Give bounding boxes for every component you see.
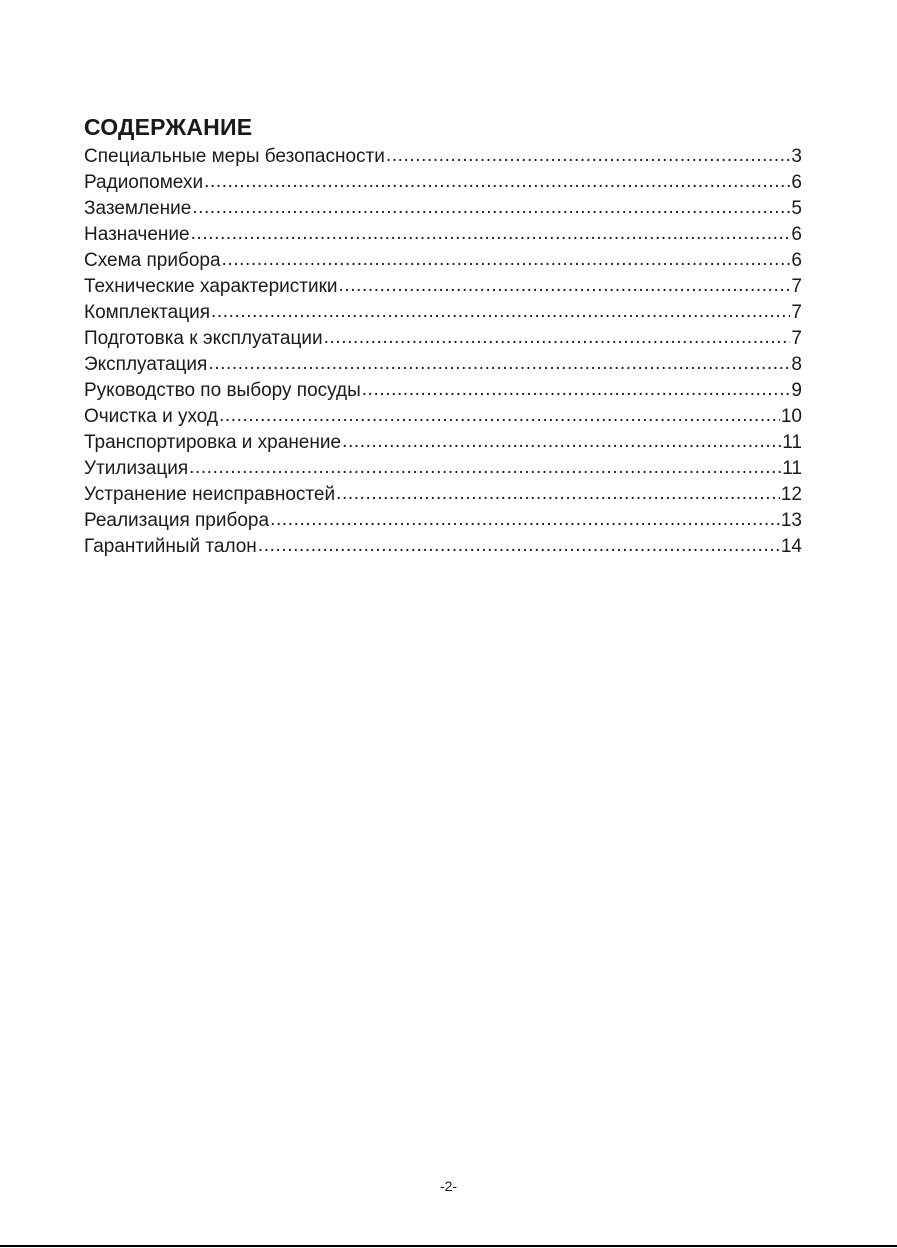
toc-entry-page: 12 (780, 484, 802, 505)
toc-entry (84, 456, 802, 482)
dot-leader (191, 221, 791, 247)
toc-entry-page: 10 (780, 406, 802, 427)
toc-entry (84, 378, 802, 404)
toc-entry (84, 274, 802, 300)
dot-leader (362, 377, 791, 403)
page-bottom-rule (0, 1245, 897, 1247)
toc-entry-label: Заземление (84, 198, 192, 219)
dot-leader (270, 507, 780, 533)
toc-entry (84, 300, 802, 326)
dot-leader (339, 273, 791, 299)
toc-entry (84, 430, 802, 456)
toc-entry-page: 7 (791, 328, 802, 349)
toc-entry-label: Реализация прибора (84, 510, 270, 531)
toc-entry-label: Специальные меры безопасности (84, 146, 385, 167)
toc-entry-page: 11 (782, 432, 802, 453)
dot-leader (189, 455, 781, 481)
toc-entry-page: 11 (782, 458, 802, 479)
dot-leader (211, 299, 790, 325)
dot-leader (208, 351, 790, 377)
dot-leader (204, 169, 790, 195)
toc-entry-page: 14 (780, 536, 802, 557)
toc-entry-page: 6 (791, 224, 802, 245)
dot-leader (324, 325, 791, 351)
dot-leader (386, 143, 791, 169)
toc-entry-label: Эксплуатация (84, 354, 208, 375)
toc-entry-label: Гарантийный талон (84, 536, 257, 557)
toc-entry-label: Подготовка к эксплуатации (84, 328, 323, 349)
toc-entry-page: 5 (791, 198, 802, 219)
toc-entry (84, 404, 802, 430)
toc-entry-page: 3 (791, 146, 802, 167)
toc-entry (84, 144, 802, 170)
toc-entry (84, 352, 802, 378)
toc-entry (84, 534, 802, 560)
toc-entry-page: 6 (791, 172, 802, 193)
toc-entry (84, 326, 802, 352)
toc-entry-label: Руководство по выбору посуды (84, 380, 361, 401)
toc-entry-page: 6 (791, 250, 802, 271)
toc-entry-page: 7 (791, 302, 802, 323)
dot-leader (192, 195, 790, 221)
toc-entry-page: 9 (791, 380, 802, 401)
toc-entry (84, 170, 802, 196)
toc-entry (84, 248, 802, 274)
toc-entry-page: 8 (791, 354, 802, 375)
dot-leader (342, 429, 781, 455)
toc-entry-label: Очистка и уход (84, 406, 218, 427)
toc-entry (84, 482, 802, 508)
toc-entry-label: Транспортировка и хранение (84, 432, 342, 453)
toc-entry-page: 13 (780, 510, 802, 531)
toc-entry-label: Технические характеристики (84, 276, 338, 297)
toc-heading: СОДЕРЖАНИЕ (84, 114, 253, 140)
toc-entry-label: Утилизация (84, 458, 189, 479)
toc-entry-label: Радиопомехи (84, 172, 204, 193)
dot-leader (258, 533, 780, 559)
toc-entry-label: Комплектация (84, 302, 211, 323)
dot-leader (219, 403, 780, 429)
page-number: -2- (439, 1178, 458, 1194)
toc-entry-label: Устранение неисправностей (84, 484, 336, 505)
dot-leader (336, 481, 780, 507)
toc-entry (84, 508, 802, 534)
toc-list (84, 144, 802, 560)
toc-entry-label: Схема прибора (84, 250, 221, 271)
toc-entry-page: 7 (791, 276, 802, 297)
dot-leader (222, 247, 791, 273)
table-of-contents (84, 112, 802, 560)
toc-entry (84, 196, 802, 222)
toc-entry (84, 222, 802, 248)
toc-entry-label: Назначение (84, 224, 190, 245)
